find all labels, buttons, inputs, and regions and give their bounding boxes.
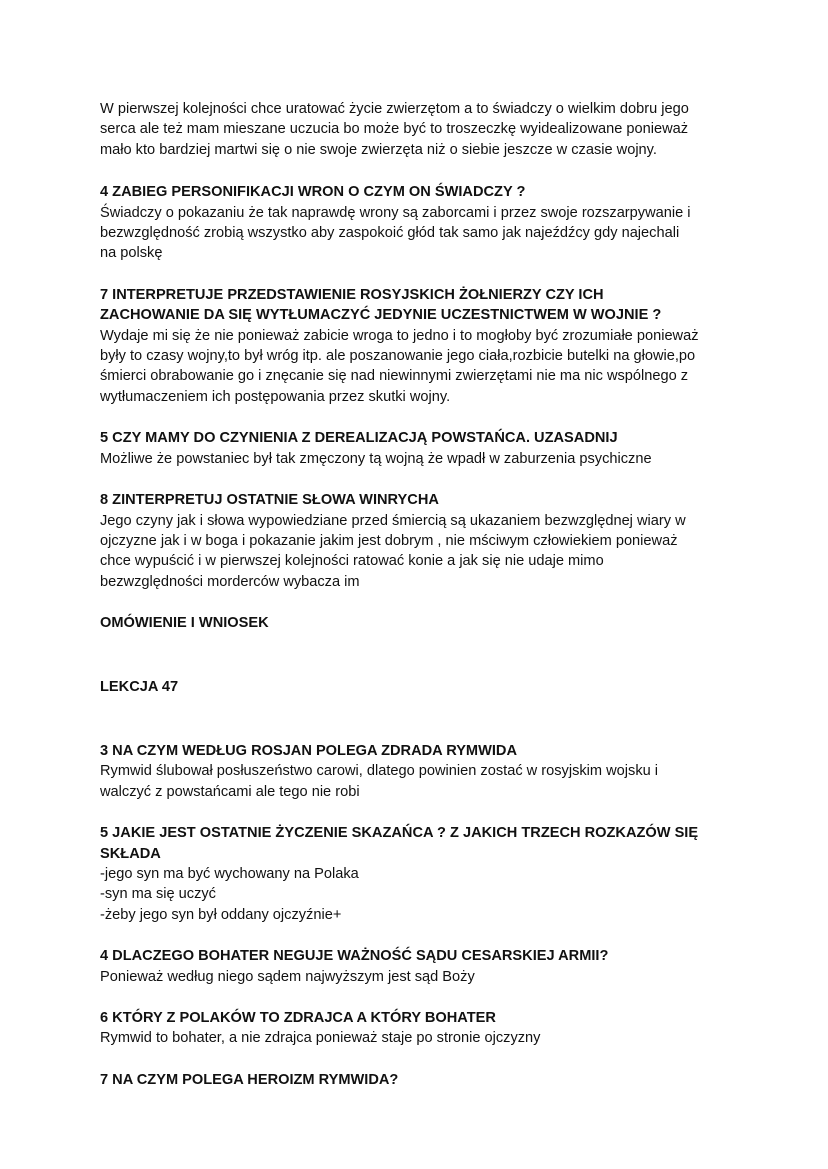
question-block bbox=[100, 1008, 740, 1049]
question-block bbox=[100, 285, 740, 407]
question-title: 4 ZABIEG PERSONIFIKACJI WRON O CZYM ON ŚWIADCZY ? bbox=[100, 184, 526, 201]
answer-text: Jego czyny jak i słowa wypowiedziane przed śmiercią są ukazaniem bezwzględnej wiary w ojczyzne jak i w boga i pokazanie jakim jest dobrym , nie mściwym człowiekiem ponieważ chce wypuścić i w pierwszej kolejności ratować konie a jak się nie udaje mimo bezwzględności morderców wybacza im bbox=[100, 512, 686, 590]
question-block bbox=[100, 741, 740, 802]
answer-text: Rymwid ślubował posłuszeństwo carowi, dlatego powinien zostać w rosyjskim wojsku i walczyć z powstańcami ale tego nie robi bbox=[100, 763, 659, 800]
document-page bbox=[100, 99, 740, 1090]
question-title: 5 CZY MAMY DO CZYNIENIA Z DEREALIZACJĄ POWSTAŃCA. UZASADNIJ bbox=[100, 430, 618, 447]
answer-text: Możliwe że powstaniec był tak zmęczony tą wojną że wpadł w zaburzenia psychiczne bbox=[100, 450, 652, 467]
answer-text: Rymwid to bohater, a nie zdrajca ponieważ staje po stronie ojczyzny bbox=[100, 1030, 541, 1047]
question-title: 4 DLACZEGO BOHATER NEGUJE WAŻNOŚĆ SĄDU CESARSKIEJ ARMII? bbox=[100, 948, 609, 965]
question-title: 8 ZINTERPRETUJ OSTATNIE SŁOWA WINRYCHA bbox=[100, 492, 439, 509]
question-block bbox=[100, 823, 740, 925]
question-title: 3 NA CZYM WEDŁUG ROSJAN POLEGA ZDRADA RYMWIDA bbox=[100, 742, 517, 759]
question-title: 6 KTÓRY Z POLAKÓW TO ZDRAJCA A KTÓRY BOHATER bbox=[100, 1010, 496, 1026]
question-title: 7 NA CZYM POLEGA HEROIZM RYMWIDA? bbox=[100, 1071, 399, 1088]
intro-paragraph: W pierwszej kolejności chce uratować życie zwierzętom a to świadczy o wielkim dobru jego serca ale też mam mieszane uczucia bo może być to troszeczkę wyidealizowane ponieważ mało kto bardziej martwi się o nie swoje zwierzęta niż o siebie jeszcze w czasie wojny. bbox=[100, 101, 689, 158]
question-title: 5 JAKIE JEST OSTATNIE ŻYCZENIE SKAZAŃCA ? Z JAKICH TRZECH ROZKAZÓW SIĘ SKŁADA bbox=[100, 825, 699, 862]
answer-text: Wydaje mi się że nie ponieważ zabicie wroga to jedno i to mogłoby być zrozumiałe ponieważ były to czasy wojny,to był wróg itp. ale poszanowanie jego ciała,rozbicie butelki na głowie,po śmierci obrabowanie go i znęcanie się nad niewinnymi zwierzętami nie ma nic wspólnego z wytłumaczeniem ich postępowania przez skutki wojny. bbox=[100, 327, 699, 405]
question-block bbox=[100, 182, 740, 264]
question-block bbox=[100, 490, 740, 592]
question-title: 7 INTERPRETUJE PRZEDSTAWIENIE ROSYJSKICH ŻOŁNIERZY CZY ICH ZACHOWANIE DA SIĘ WYTŁUMACZYĆ JEDYNIE UCZESTNICTWEM W WOJNIE ? bbox=[100, 286, 662, 324]
lesson-heading: LEKCJA 47 bbox=[100, 678, 179, 695]
answer-text: Ponieważ według niego sądem najwyższym jest sąd Boży bbox=[100, 968, 475, 985]
question-block bbox=[100, 428, 740, 469]
summary-heading: OMÓWIENIE I WNIOSEK bbox=[100, 615, 269, 632]
answer-text: Świadczy o pokazaniu że tak naprawdę wrony są zaborcami i przez swoje rozszarpywanie i bezwzględność zrobią wszystko aby zaspokoić głód tak samo jak najeźdźcy gdy najechali na polskę bbox=[100, 204, 691, 262]
question-block bbox=[100, 1070, 740, 1090]
question-block bbox=[100, 946, 740, 987]
answer-text: -jego syn ma być wychowany na Polaka -syn ma się uczyć -żeby jego syn był oddany ojczyźnie+ bbox=[100, 865, 359, 923]
